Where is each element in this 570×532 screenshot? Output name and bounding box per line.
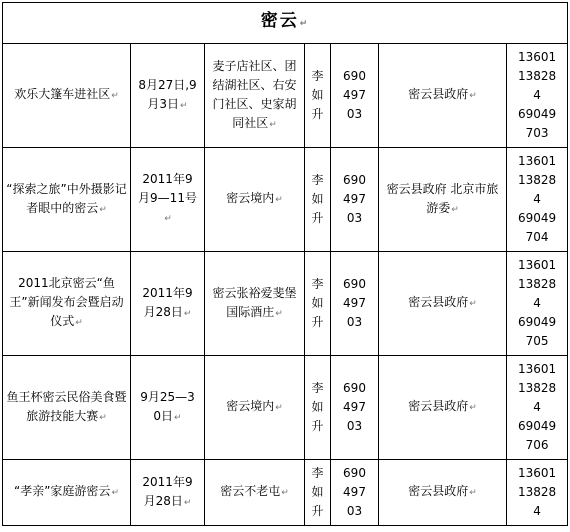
contact-phone-line: 4	[533, 192, 541, 206]
organizer: 密云县政府	[408, 399, 469, 413]
contact-person-line: 如	[311, 88, 324, 102]
contact-person-line: 如	[311, 400, 324, 414]
contact-phone-line: 4	[533, 88, 541, 102]
contact-code-line: 03	[346, 315, 363, 329]
event-date: 2011年9月28日	[142, 474, 193, 508]
contact-code-line: 497	[343, 400, 366, 414]
event-place-cell	[205, 460, 305, 526]
paragraph-mark-icon: ↵	[174, 412, 182, 423]
paragraph-mark-icon: ↵	[469, 91, 477, 101]
contact-code-cell	[331, 148, 379, 252]
contact-person-cell	[305, 356, 331, 460]
event-table	[2, 2, 568, 526]
organizer: 密云县政府	[408, 484, 469, 498]
contact-code-line: 497	[343, 88, 366, 102]
event-date-cell	[131, 44, 205, 148]
event-date-cell	[131, 252, 205, 356]
event-date: 2011年9月28日	[142, 285, 193, 319]
contact-person-line: 升	[311, 211, 324, 225]
contact-person-line: 升	[311, 107, 324, 121]
contact-phone-line: 69049	[517, 107, 557, 121]
contact-code-line: 690	[343, 173, 366, 187]
contact-code-line: 690	[343, 381, 366, 395]
event-date: 2011年9月9—11号	[138, 172, 197, 205]
contact-phone-line: 69049	[517, 211, 557, 225]
contact-code-line: 497	[343, 192, 366, 206]
contact-person-line: 李	[311, 466, 324, 480]
paragraph-mark-icon: ↵	[269, 119, 277, 130]
contact-person-line: 升	[311, 419, 324, 433]
contact-person-line: 李	[311, 381, 324, 395]
organizer: 密云县政府	[408, 87, 469, 101]
table-title: 密云	[260, 11, 299, 31]
contact-phone-line: 13601	[517, 50, 557, 64]
document-page	[2, 2, 567, 532]
paragraph-mark-icon: ↵	[111, 91, 119, 101]
contact-person-cell	[305, 460, 331, 526]
event-place: 密云张裕爱斐堡国际酒庄	[212, 285, 297, 319]
table-row	[3, 44, 568, 148]
contact-phone-cell	[507, 356, 568, 460]
contact-phone-line: 704	[525, 230, 549, 244]
event-name: 鱼王杯密云民俗美食暨旅游技能大赛	[6, 389, 127, 423]
contact-phone-line: 4	[533, 296, 541, 310]
organizer-cell	[379, 252, 507, 356]
event-name-cell	[3, 44, 131, 148]
contact-person-line: 升	[311, 504, 324, 518]
table-row	[3, 356, 568, 460]
paragraph-mark-icon: ↵	[183, 497, 192, 508]
contact-phone-line: 4	[533, 400, 541, 414]
paragraph-mark-icon: ↵	[469, 488, 477, 498]
contact-phone-line: 69049	[517, 419, 557, 433]
paragraph-mark-icon: ↵	[183, 308, 192, 319]
contact-person-line: 李	[311, 69, 324, 83]
event-name-cell	[3, 252, 131, 356]
event-place-cell	[205, 44, 305, 148]
contact-code-line: 497	[343, 296, 366, 310]
table-title-cell	[3, 3, 568, 44]
contact-phone-line: 13828	[517, 69, 557, 83]
event-name: “探索之旅”中外摄影记者眼中的密云	[6, 181, 127, 215]
table-row	[3, 252, 568, 356]
contact-person-line: 李	[311, 277, 324, 291]
event-name-cell	[3, 356, 131, 460]
event-name-cell	[3, 148, 131, 252]
contact-phone-line: 13828	[517, 485, 557, 499]
event-date: 8月27日,9月3日	[138, 77, 197, 111]
event-name: 欢乐大篷车进社区	[14, 87, 111, 101]
contact-code-line: 03	[346, 107, 363, 121]
paragraph-mark-icon: ↵	[275, 195, 283, 205]
contact-code-cell	[331, 44, 379, 148]
contact-phone-line: 13828	[517, 277, 557, 291]
contact-code-line: 690	[343, 466, 366, 480]
contact-code-cell	[331, 356, 379, 460]
contact-phone-cell	[507, 460, 568, 526]
contact-person-line: 升	[311, 315, 324, 329]
contact-person-line: 如	[311, 296, 324, 310]
event-date: 9月25—30日	[140, 389, 195, 423]
paragraph-mark-icon: ↵	[299, 19, 310, 29]
organizer-cell	[379, 356, 507, 460]
event-place-cell	[205, 356, 305, 460]
paragraph-mark-icon: ↵	[451, 204, 459, 215]
table-row	[3, 148, 568, 252]
paragraph-mark-icon: ↵	[275, 403, 283, 413]
event-place: 密云境内	[226, 191, 275, 205]
paragraph-mark-icon: ↵	[469, 299, 477, 309]
event-place: 密云不老屯	[220, 484, 281, 498]
paragraph-mark-icon: ↵	[99, 412, 107, 423]
contact-phone-line: 13828	[517, 381, 557, 395]
paragraph-mark-icon: ↵	[99, 204, 107, 215]
contact-phone-line: 4	[533, 504, 541, 518]
contact-person-line: 如	[311, 192, 324, 206]
paragraph-mark-icon: ↵	[164, 214, 172, 224]
organizer: 密云县政府	[408, 295, 469, 309]
organizer-cell	[379, 44, 507, 148]
event-place-cell	[205, 148, 305, 252]
event-name: 2011北京密云“鱼王”新闻发布会暨启动仪式	[9, 276, 124, 328]
contact-phone-line: 13601	[517, 258, 557, 272]
event-place: 密云境内	[226, 399, 275, 413]
contact-phone-line: 13601	[517, 362, 557, 376]
contact-code-cell	[331, 252, 379, 356]
contact-phone-cell	[507, 252, 568, 356]
event-place: 麦子店社区、团结湖社区、右安门社区、史家胡同社区	[212, 58, 297, 130]
event-name: “孝亲”家庭游密云	[14, 484, 111, 498]
contact-code-line: 690	[343, 69, 366, 83]
organizer-cell	[379, 148, 507, 252]
organizer: 密云县政府 北京市旅游委	[386, 181, 499, 215]
contact-person-line: 如	[311, 485, 324, 499]
event-name-cell	[3, 460, 131, 526]
paragraph-mark-icon: ↵	[111, 488, 119, 498]
contact-person-cell	[305, 252, 331, 356]
contact-phone-line: 13828	[517, 173, 557, 187]
contact-code-line: 690	[343, 277, 366, 291]
contact-code-line: 497	[343, 485, 366, 499]
contact-phone-line: 705	[525, 334, 549, 348]
paragraph-mark-icon: ↵	[281, 488, 289, 498]
paragraph-mark-icon: ↵	[180, 100, 188, 111]
contact-phone-line: 13601	[517, 154, 557, 168]
contact-phone-line: 703	[525, 126, 549, 140]
event-place-cell	[205, 252, 305, 356]
contact-person-line: 李	[311, 173, 324, 187]
contact-phone-line: 69049	[517, 315, 557, 329]
contact-code-cell	[331, 460, 379, 526]
contact-phone-line: 13601	[517, 466, 557, 480]
paragraph-mark-icon: ↵	[469, 403, 477, 413]
contact-phone-line: 706	[525, 438, 549, 452]
contact-code-line: 03	[346, 211, 363, 225]
event-date-cell	[131, 356, 205, 460]
event-date-cell	[131, 460, 205, 526]
contact-person-cell	[305, 44, 331, 148]
contact-person-cell	[305, 148, 331, 252]
event-date-cell	[131, 148, 205, 252]
contact-code-line: 03	[346, 504, 363, 518]
paragraph-mark-icon: ↵	[275, 308, 283, 319]
paragraph-mark-icon: ↵	[75, 318, 83, 328]
contact-phone-cell	[507, 44, 568, 148]
table-row	[3, 460, 568, 526]
contact-code-line: 03	[346, 419, 363, 433]
contact-phone-cell	[507, 148, 568, 252]
organizer-cell	[379, 460, 507, 526]
